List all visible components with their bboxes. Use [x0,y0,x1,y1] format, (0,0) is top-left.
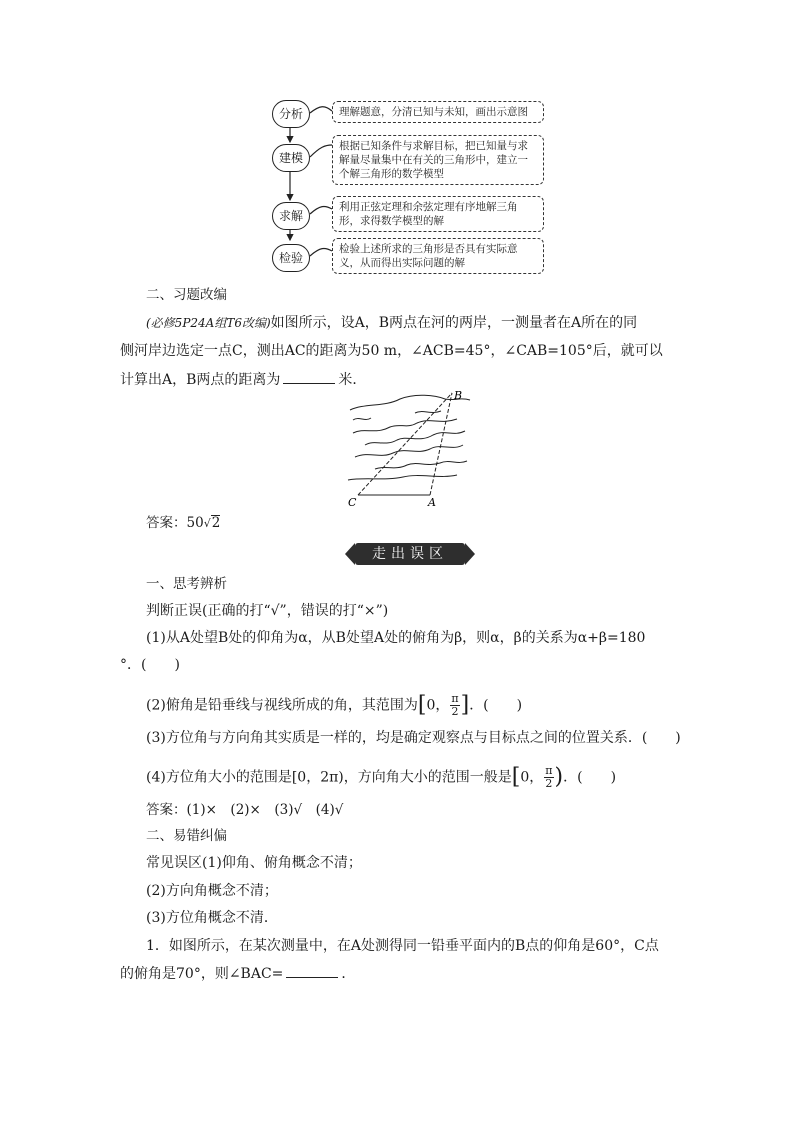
problem-line-1 [146,313,637,333]
example-1-cont: 的俯角是70°，则∠BAC= ． [120,963,355,984]
question-4: (4)方位角大小的范围是[0，2π)，方向角大小的范围一般是[0， $\frac{\pi}{2}$ )．( ) [146,764,617,790]
section-banner: 走出误区 [355,543,465,565]
question-1: (1)从A处望B处的仰角为α，从B处望A处的俯角为β，则α，β的关系为α+β=180 [146,630,646,646]
problem-text-1: 如图所示，设A，B两点在河的两岸，一测量者在A所在的同 [270,315,638,331]
errors-title: 二、易错纠偏 [146,828,227,844]
question-3: (3)方位角与方向角其实质是一样的，均是确定观察点与目标点之间的位置关系．( ) [146,730,681,746]
problem-answer: 答案：50√2 [146,515,221,531]
answer-text: 答案：50 [146,515,204,531]
think-answer: 答案：(1)× (2)× (3)√ (4)√ [146,802,344,818]
errors-line-1: 常见误区(1)仰角、俯角概念不清； [146,855,362,871]
flow-node-verify: 检验 [272,244,310,272]
example-blank [286,963,338,978]
problem-source: (必修5P24A组T6改编) [146,316,271,330]
problem-text-3: 计算出A，B两点的距离为 [120,372,281,388]
label-A: A [428,496,436,509]
errors-line-2: (2)方向角概念不清； [146,883,278,899]
question-1-cont: °．( ) [120,657,180,673]
label-C: C [348,496,357,509]
flow-desc-verify: 检验上述所求的三角形是否具有实际意义，从而得出实际问题的解 [332,238,544,274]
example-1: 1．如图所示，在某次测量中，在A处测得同一铅垂平面内的B点的仰角是60°，C点 [146,938,659,954]
flow-desc-modeling: 根据已知条件与求解目标，把已知量与求解量尽量集中在有关的三角形中，建立一个解三角形的数学模型 [332,135,544,185]
think-instruction: 判断正误(正确的打“√”，错误的打“×”) [146,603,389,619]
flow-desc-analysis: 理解题意，分清已知与未知，画出示意图 [332,101,544,123]
river-figure [345,385,475,510]
answer-sqrt: 2 [211,515,221,531]
label-B: B [454,389,463,402]
flow-node-modeling: 建模 [272,144,310,172]
problem-line-3 [120,369,366,390]
question-2: (2)俯角是铅垂线与视线所成的角，其范围为[0， $\frac{\pi}{2}$ ]．( ) [146,692,523,718]
problem-text-3-end: 米． [338,372,367,388]
flow-node-solving: 求解 [272,202,310,230]
flow-desc-solving: 利用正弦定理和余弦定理有序地解三角形，求得数学模型的解 [332,196,544,232]
section-exercise-title: 二、习题改编 [146,287,227,303]
flow-node-analysis: 分析 [272,100,310,128]
problem-line-2: 侧河岸边选定一点C，测出AC的距离为50 m，∠ACB=45°，∠CAB=105°后，就可以 [120,343,663,359]
errors-line-3: (3)方位角概念不清． [146,910,278,926]
answer-blank [283,369,335,384]
think-title: 一、思考辨析 [146,576,227,592]
